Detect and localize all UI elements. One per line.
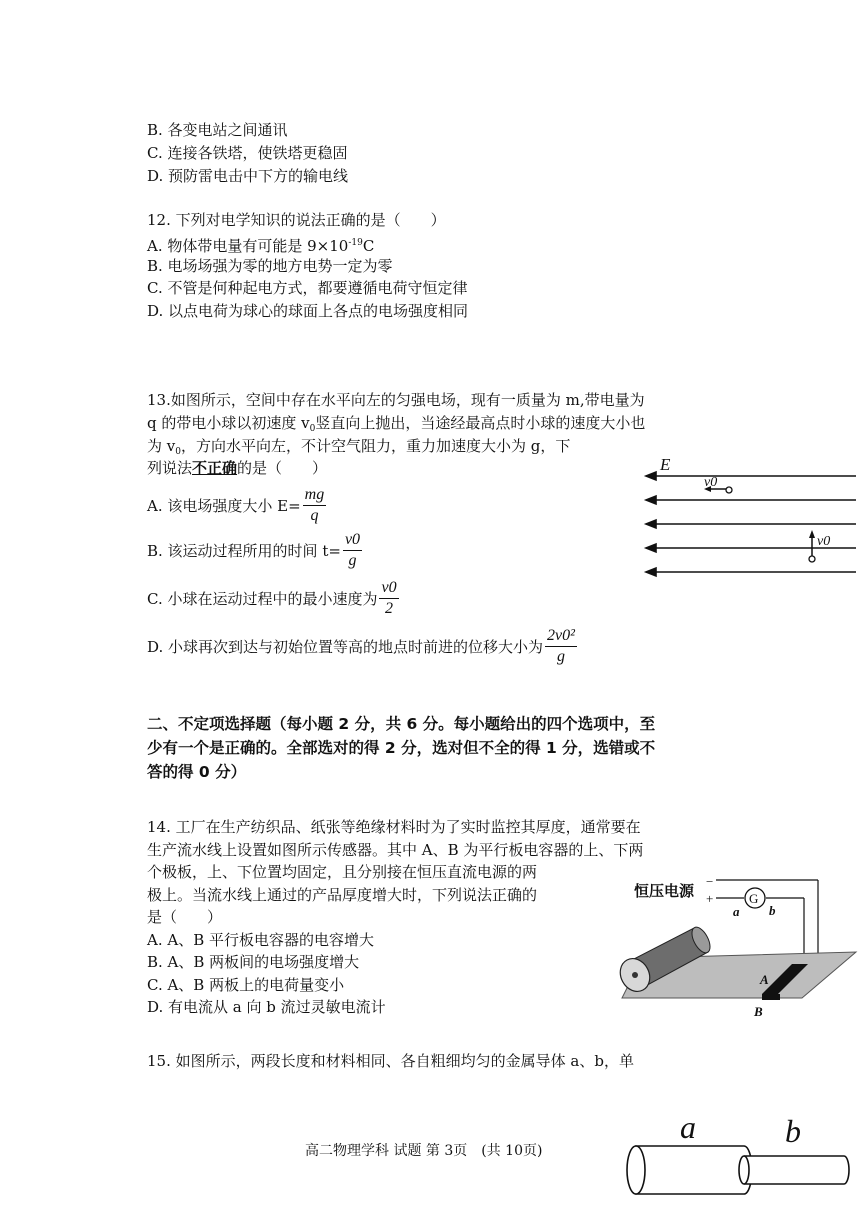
q11-option-b: B. 各变电站之间通讯 xyxy=(147,121,288,139)
q13-not-correct-emphasis: 不正确 xyxy=(192,459,238,477)
q13-option-d-num: 2v0² xyxy=(545,626,577,647)
q15-conductor-a xyxy=(636,1146,752,1194)
q13-option-c-den: 2 xyxy=(385,600,394,617)
q13-option-c-fraction xyxy=(379,578,398,619)
q15-conductor-b xyxy=(744,1156,849,1184)
q15-stem-line1: 15. 如图所示，两段长度和材料相同、各自粗细均匀的金属导体 a、b，单 xyxy=(147,1052,634,1070)
q14-stem-line3: 个极板，上、下位置均固定，且分别接在恒压直流电源的两 xyxy=(147,863,538,881)
q12-stem: 12. 下列对电学知识的说法正确的是（ ） xyxy=(147,211,446,229)
q13-field-label-e: E xyxy=(660,455,671,474)
q13-option-b-fraction xyxy=(343,530,362,571)
q13-option-c xyxy=(147,578,399,619)
q14-plus-terminal: + xyxy=(706,891,714,906)
q14-stem-line2: 生产流水线上设置如图所示传感器。其中 A、B 为平行板电容器的上、下两 xyxy=(147,841,644,859)
q14-stem-line5: 是（ ） xyxy=(147,908,223,926)
q14-plate-b xyxy=(762,994,780,1000)
q13-ball-bottom xyxy=(809,530,830,562)
q12-option-d: D. 以点电荷为球心的球面上各点的电场强度相同 xyxy=(147,302,469,320)
q13-option-b-num: v0 xyxy=(343,530,362,551)
q14-option-b: B. A、B 两板间的电场强度增大 xyxy=(147,953,360,971)
q13-option-b-text: B. 该运动过程所用的时间 t= xyxy=(147,542,341,560)
q14-option-c: C. A、B 两板上的电荷量变小 xyxy=(147,976,345,994)
q14-sensor-figure xyxy=(612,870,858,1018)
q13-ball-bottom-v0-label: v0 xyxy=(817,534,831,549)
q14-option-a: A. A、B 平行板电容器的电容增大 xyxy=(147,931,374,949)
q13-line2-sub: 0 xyxy=(309,424,316,434)
q13-option-a-text: A. 该电场强度大小 E= xyxy=(147,497,301,515)
page-footer: 高二物理学科 试题 第 3页 (共 10页) xyxy=(305,1143,543,1159)
q13-option-d xyxy=(147,626,577,667)
section2-heading-line3: 答的得 0 分） xyxy=(147,763,247,781)
q14-minus-terminal: − xyxy=(706,874,714,889)
q13-option-a-den: q xyxy=(310,507,319,524)
q11-option-d: D. 预防雷电击中下方的输电线 xyxy=(147,167,349,185)
q13-option-b-den: g xyxy=(348,552,357,569)
q13-option-c-text: C. 小球在运动过程中的最小速度为 xyxy=(147,590,378,608)
q15-conductor-b-label: b xyxy=(785,1113,801,1149)
q13-line4-b: 的是（ ） xyxy=(237,459,328,477)
q14-plate-a-label: A xyxy=(760,972,769,987)
q12-option-a-unit: C xyxy=(362,237,375,255)
q13-line4-a: 列说法 xyxy=(147,459,193,477)
q13-line3-sub: 0 xyxy=(175,447,181,457)
q11-option-c: C. 连接各铁塔，使铁塔更稳固 xyxy=(147,144,348,162)
q13-option-a xyxy=(147,485,326,526)
q14-stem-line1: 14. 工厂在生产纺织品、纸张等绝缘材料时为了实时监控其厚度，通常要在 xyxy=(147,818,641,836)
q12-option-a-exponent: -19 xyxy=(348,238,363,248)
q13-option-d-den: g xyxy=(556,648,565,665)
q13-field-figure xyxy=(640,452,858,582)
q13-option-c-num: v0 xyxy=(379,578,398,599)
q13-option-d-fraction xyxy=(545,626,577,667)
q15-conductors-figure xyxy=(622,1108,858,1208)
q14-galvanometer-label: G xyxy=(749,891,759,906)
q14-power-source-label: 恒压电源 xyxy=(634,882,695,900)
q13-stem-line4 xyxy=(147,457,327,479)
section2-heading-line1: 二、不定项选择题（每小题 2 分，共 6 分。每小题给出的四个选项中，至 xyxy=(147,715,656,733)
section2-heading-line2: 少有一个是正确的。全部选对的得 2 分，选对但不全的得 1 分，选错或不 xyxy=(147,739,656,757)
q13-ball-top-v0-label: v0 xyxy=(704,475,718,490)
q13-stem-line1: 13.如图所示，空间中存在水平向左的匀强电场，现有一质量为 m,带电量为 xyxy=(147,391,645,409)
q13-line3-a: 为 v xyxy=(147,437,176,455)
q13-option-b xyxy=(147,530,362,571)
q12-option-c: C. 不管是何种起电方式，都要遵循电荷守恒定律 xyxy=(147,279,468,297)
q13-option-d-text: D. 小球再次到达与初始位置等高的地点时前进的位移大小为 xyxy=(147,638,544,656)
q13-line3-b: ，方向水平向左，不计空气阻力，重力加速度大小为 g，下 xyxy=(180,437,571,455)
q15-conductor-a-label: a xyxy=(680,1109,696,1145)
q12-option-b: B. 电场场强为零的地方电势一定为零 xyxy=(147,257,393,275)
q14-terminal-a-label: a xyxy=(733,904,740,919)
q14-stem-line4: 极上。当流水线上通过的产品厚度增大时，下列说法正确的 xyxy=(147,886,538,904)
q14-plate-b-label: B xyxy=(754,1004,763,1018)
q12-option-a xyxy=(147,232,374,257)
q12-option-a-text: A. 物体带电量有可能是 9×10 xyxy=(147,237,349,255)
q13-line2-a: q 的带电小球以初速度 v xyxy=(147,414,310,432)
q13-line2-b: 竖直向上抛出，当途经最高点时小球的速度大小也 xyxy=(315,414,646,432)
q13-ball-top xyxy=(704,475,732,493)
q14-option-d: D. 有电流从 a 向 b 流过灵敏电流计 xyxy=(147,998,386,1016)
q13-option-a-num: mg xyxy=(303,485,327,506)
q14-terminal-b-label: b xyxy=(769,903,776,918)
q13-option-a-fraction xyxy=(303,485,327,526)
